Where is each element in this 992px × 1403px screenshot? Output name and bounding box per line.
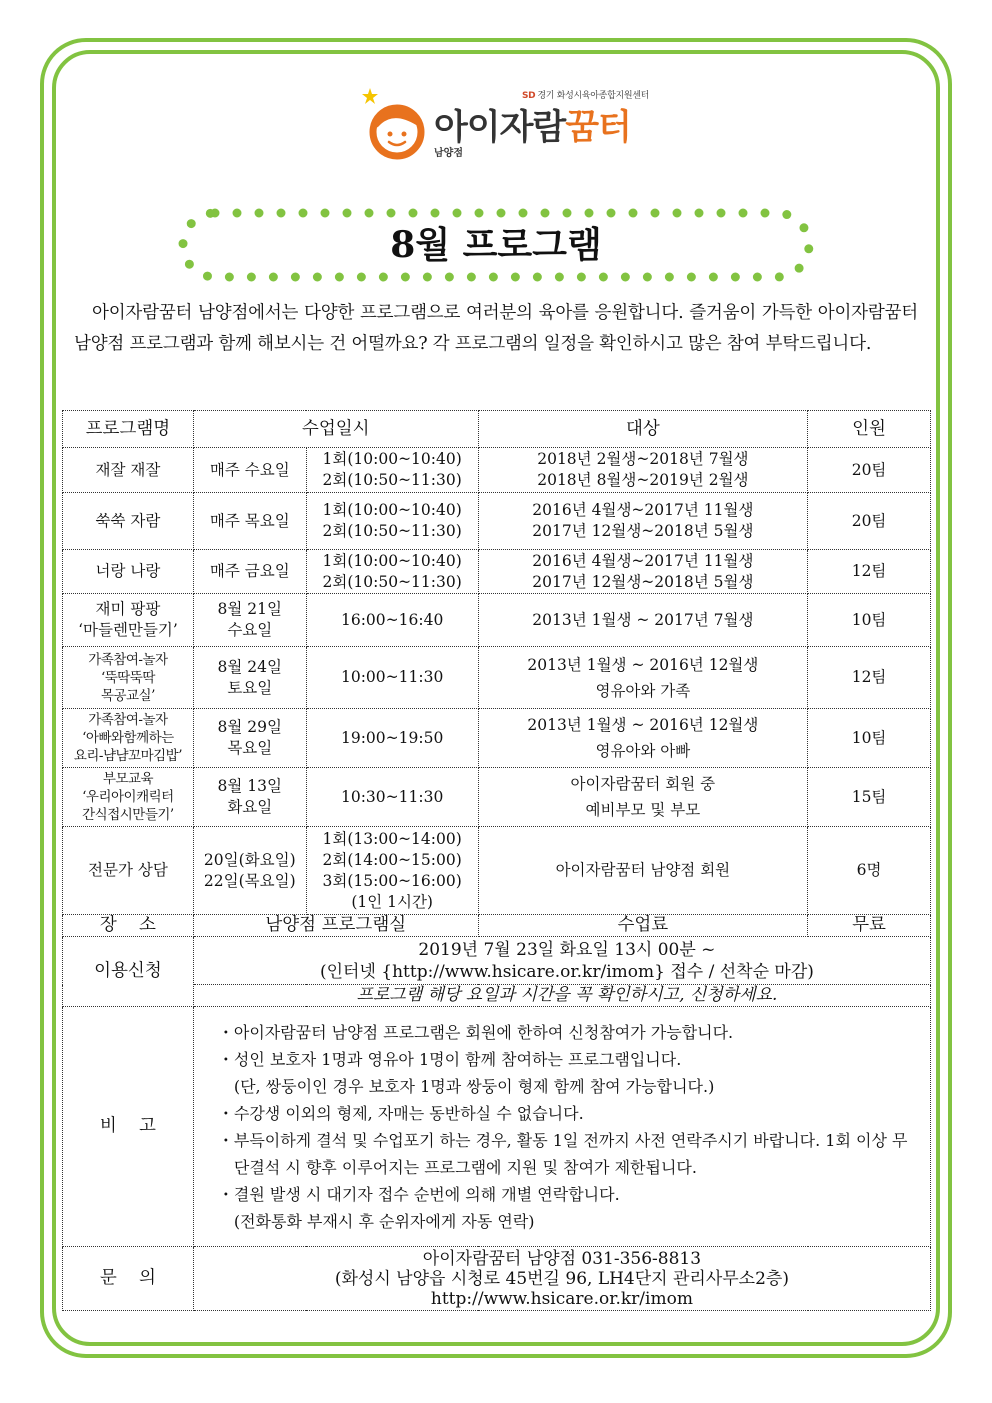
table-row <box>63 493 931 550</box>
program-time: 1회(10:00~10:40) 2회(10:50~11:30) <box>306 493 478 550</box>
program-name: 재잘 재잘 <box>63 448 194 493</box>
header-target: 대상 <box>478 411 808 448</box>
logo-wordmark: 아이자람꿈터 <box>434 108 631 148</box>
program-day: 매주 목요일 <box>193 493 306 550</box>
program-name: 가족참여-놀자 ‘아빠와함께하는 요리-냠냠꼬마김밥’ <box>63 709 194 768</box>
program-target: 2018년 2월생~2018년 7월생 2018년 8월생~2019년 2월생 <box>478 448 808 493</box>
logo-branch: 남양점 <box>434 148 463 159</box>
program-target: 2013년 1월생 ~ 2017년 7월생 <box>478 594 808 647</box>
apply-note-row <box>63 985 931 1007</box>
program-name: 너랑 나랑 <box>63 550 194 594</box>
table-row <box>63 827 931 915</box>
program-day: 매주 수요일 <box>193 448 306 493</box>
program-capacity: 10팀 <box>808 594 931 647</box>
program-capacity: 10팀 <box>808 709 931 768</box>
program-time: 16:00~16:40 <box>306 594 478 647</box>
header-datetime: 수업일시 <box>193 411 478 448</box>
apply-label: 이용신청 <box>63 937 194 1007</box>
contact-row <box>63 1247 931 1311</box>
note-item: (전화통화 부재시 후 순위자에게 자동 연락) <box>233 1211 535 1231</box>
apply-info: 2019년 7월 23일 화요일 13시 00분 ~ (인터넷 {http://www.hsicare.or.kr/imom} 접수 / 선착순 마감) <box>193 937 930 985</box>
title-box <box>176 206 816 284</box>
program-time: 1회(10:00~10:40) 2회(10:50~11:30) <box>306 448 478 493</box>
program-time: 1회(13:00~14:00) 2회(14:00~15:00) 3회(15:00~16:00) (1인 1시간) <box>306 827 478 915</box>
program-time: 1회(10:00~10:40) 2회(10:50~11:30) <box>306 550 478 594</box>
note-item: ・수강생 이외의 형제, 자매는 동반하실 수 없습니다. <box>217 1103 584 1123</box>
program-name: 전문가 상담 <box>63 827 194 915</box>
program-day: 20일(화요일) 22일(목요일) <box>193 827 306 915</box>
table-row <box>63 594 931 647</box>
note-item: ・결원 발생 시 대기자 접수 순번에 의해 개별 연락합니다. <box>217 1184 620 1204</box>
program-day: 8월 29일 목요일 <box>193 709 306 768</box>
header-capacity: 인원 <box>808 411 931 448</box>
program-day: 8월 21일 수요일 <box>193 594 306 647</box>
note-item: ・부득이하게 결석 및 수업포기 하는 경우, 활동 1일 전까지 사전 연락주시기 바랍니다. 1회 이상 무단결석 시 향후 이루어지는 프로그램에 지원 및 참여가 제한됩니다. <box>217 1130 908 1177</box>
place-value: 남양점 프로그램실 <box>193 915 478 937</box>
apply-note: 프로그램 해당 요일과 시간을 꼭 확인하시고, 신청하세요. <box>193 985 930 1007</box>
contact-url[interactable]: http://www.hsicare.or.kr/imom <box>430 1288 693 1309</box>
program-name: 가족참여-놀자 ‘뚝딱뚝딱 목공교실’ <box>63 647 194 709</box>
program-day: 8월 13일 화요일 <box>193 768 306 827</box>
program-capacity: 15팀 <box>808 768 931 827</box>
program-capacity: 20팀 <box>808 493 931 550</box>
notes-content <box>193 1007 930 1247</box>
place-label: 장 소 <box>63 915 194 937</box>
apply-row <box>63 937 931 985</box>
table-row <box>63 709 931 768</box>
program-name: 부모교육 ‘우리아이캐릭터 간식접시만들기’ <box>63 768 194 827</box>
child-face-icon <box>362 88 432 160</box>
program-time: 10:00~11:30 <box>306 647 478 709</box>
notes-label: 비 고 <box>63 1007 194 1247</box>
notes-row <box>63 1007 931 1247</box>
program-time: 19:00~19:50 <box>306 709 478 768</box>
program-target: 2016년 4월생~2017년 11월생 2017년 12월생~2018년 5월생 <box>478 493 808 550</box>
logo-center-name: SD 경기 화성시육아종합지원센터 <box>522 91 650 101</box>
fee-value: 무료 <box>808 915 931 937</box>
table-row <box>63 768 931 827</box>
note-item: ・성인 보호자 1명과 영유아 1명이 함께 참여하는 프로그램입니다. <box>217 1049 682 1069</box>
program-capacity: 20팀 <box>808 448 931 493</box>
intro-paragraph: 아이자람꿈터 남양점에서는 다양한 프로그램으로 여러분의 육아를 응원합니다. 즐거움이 가득한 아이자람꿈터 남양점 프로그램과 함께 해보시는 건 어떨까요? 각 프로그램의 일정을 확인하시고 많은 참여 부탁드립니다. <box>74 303 918 354</box>
place-row <box>63 915 931 937</box>
program-time: 10:30~11:30 <box>306 768 478 827</box>
header-program: 프로그램명 <box>63 411 194 448</box>
program-target: 아이자람꿈터 회원 중 예비부모 및 부모 <box>478 768 808 827</box>
program-name: 쑥쑥 자람 <box>63 493 194 550</box>
program-capacity: 12팀 <box>808 550 931 594</box>
program-capacity: 6명 <box>808 827 931 915</box>
program-capacity: 12팀 <box>808 647 931 709</box>
contact-info: 아이자람꿈터 남양점 031-356-8813 (화성시 남양읍 시청로 45번길 96, LH4단지 관리사무소2층) http://www.hsicare.or.kr/imom <box>193 1247 930 1311</box>
program-table <box>62 410 931 1311</box>
program-target: 2013년 1월생 ~ 2016년 12월생 영유아와 아빠 <box>478 709 808 768</box>
program-target: 2016년 4월생~2017년 11월생 2017년 12월생~2018년 5월생 <box>478 550 808 594</box>
table-row <box>63 448 931 493</box>
table-row <box>63 550 931 594</box>
table-row <box>63 647 931 709</box>
note-item: (단, 쌍둥이인 경우 보호자 1명과 쌍둥이 형제 함께 참여 가능합니다.) <box>233 1076 715 1096</box>
program-target: 2013년 1월생 ~ 2016년 12월생 영유아와 가족 <box>478 647 808 709</box>
fee-label: 수업료 <box>478 915 808 937</box>
note-item: ・아이자람꿈터 남양점 프로그램은 회원에 한하여 신청참여가 가능합니다. <box>217 1022 734 1042</box>
notes-list <box>198 1019 926 1235</box>
program-name: 재미 팡팡 ‘마들렌만들기’ <box>63 594 194 647</box>
logo <box>362 82 662 168</box>
program-day: 8월 24일 토요일 <box>193 647 306 709</box>
page-title: 8월 프로그램 <box>390 224 602 266</box>
program-day: 매주 금요일 <box>193 550 306 594</box>
contact-label: 문 의 <box>63 1247 194 1311</box>
program-target: 아이자람꿈터 남양점 회원 <box>478 827 808 915</box>
table-header <box>63 411 931 448</box>
